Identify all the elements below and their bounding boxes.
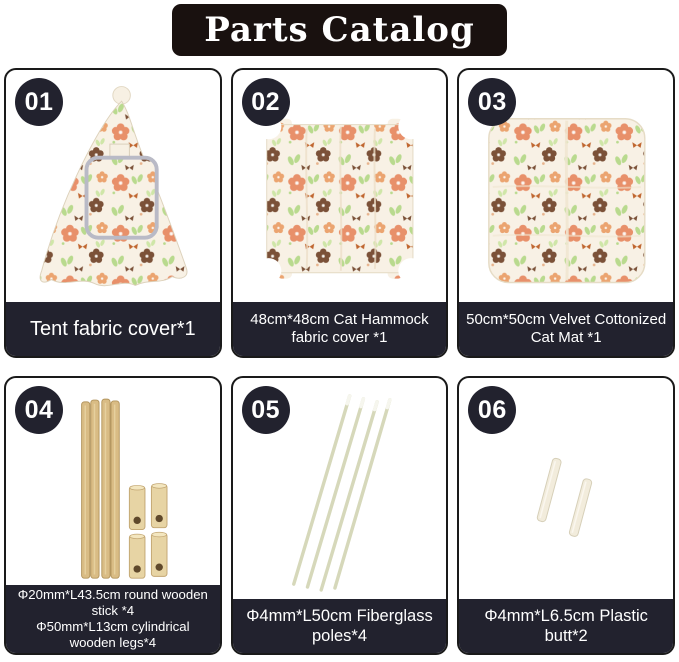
caption-line: 50cm*50cm Velvet Cottonized xyxy=(466,310,667,328)
part-number: 02 xyxy=(251,87,281,116)
part-caption xyxy=(6,302,220,356)
title-banner xyxy=(172,4,506,56)
caption-line: Tent fabric cover*1 xyxy=(30,317,196,340)
part-caption xyxy=(233,599,447,653)
part-number: 04 xyxy=(24,395,54,424)
part-number-badge xyxy=(468,78,516,126)
caption-line: Φ50mm*L13cm cylindrical wooden legs*4 xyxy=(36,618,190,650)
caption-line: 48cm*48cm Cat Hammock xyxy=(250,310,429,328)
part-cell-01 xyxy=(4,68,222,358)
parts-grid xyxy=(0,56,679,655)
part-caption xyxy=(459,599,673,653)
caption-line: Φ20mm*L43.5cm round wooden stick *4 xyxy=(17,586,208,618)
page-title: Parts Catalog xyxy=(204,10,475,50)
caption-line: Φ4mm*L50cm Fiberglass poles*4 xyxy=(246,606,433,645)
part-cell-04 xyxy=(4,376,222,655)
part-cell-03 xyxy=(457,68,675,358)
part-number-badge xyxy=(242,386,290,434)
part-caption xyxy=(6,585,220,653)
part-number-badge xyxy=(15,78,63,126)
caption-line: Cat Mat *1 xyxy=(530,329,602,346)
caption-line: Φ4mm*L6.5cm Plastic butt*2 xyxy=(484,606,648,645)
part-number-badge xyxy=(468,386,516,434)
part-number: 06 xyxy=(477,395,507,424)
part-caption xyxy=(459,302,673,356)
part-cell-02 xyxy=(231,68,449,358)
part-number: 05 xyxy=(251,395,281,424)
caption-line: fabric cover *1 xyxy=(291,329,388,346)
part-number: 03 xyxy=(477,87,507,116)
part-number-badge xyxy=(242,78,290,126)
part-number-badge xyxy=(15,386,63,434)
part-number: 01 xyxy=(24,87,54,116)
part-caption xyxy=(233,302,447,356)
part-cell-06 xyxy=(457,376,675,655)
title-row xyxy=(0,0,679,56)
part-cell-05 xyxy=(231,376,449,655)
